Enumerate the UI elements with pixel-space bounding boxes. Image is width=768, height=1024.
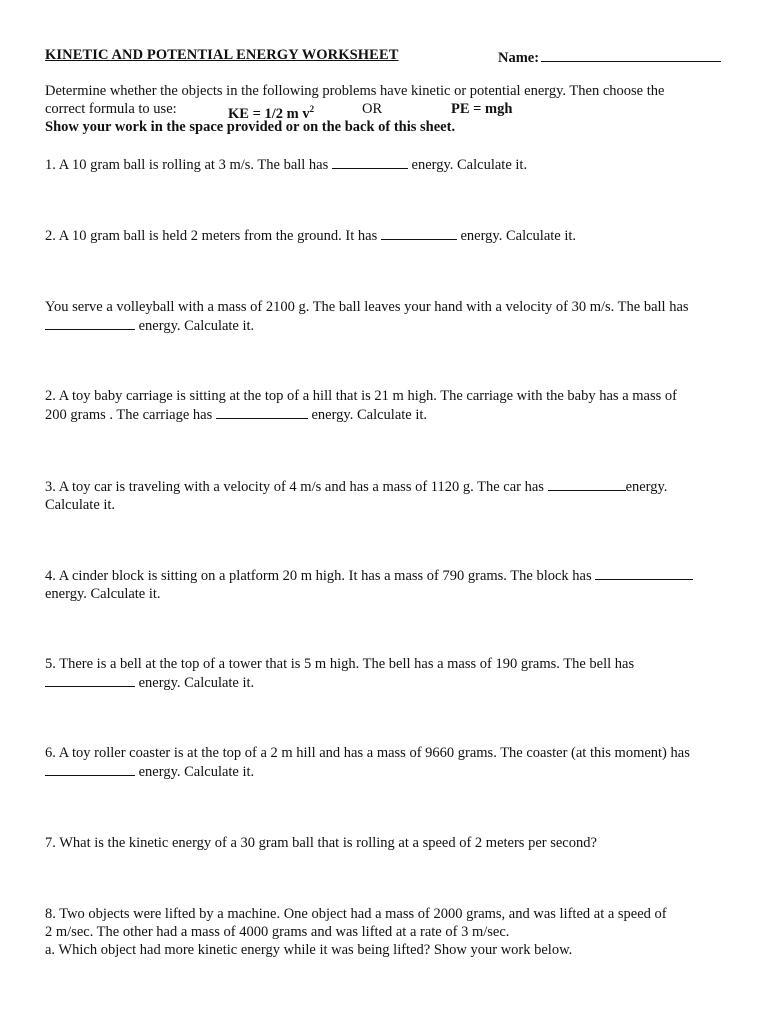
- question-text: You serve a volleyball with a mass of 2100 g. The ball leaves your hand with a velocity of 30 m/s. The ball has: [45, 299, 689, 315]
- question-text: energy. Calculate it.: [135, 675, 255, 691]
- formula-row: [45, 100, 725, 122]
- question-1: [45, 155, 725, 174]
- question-text: 6. A toy roller coaster is at the top of a 2 m hill and has a mass of 9660 grams. The coaster (at this moment) has: [45, 745, 690, 761]
- show-work-instruction: Show your work in the space provided or on the back of this sheet.: [45, 119, 456, 135]
- question-text: energy. Calculate it.: [135, 764, 255, 780]
- ke-exponent: 2: [309, 104, 315, 114]
- instructions: [45, 82, 725, 136]
- answer-blank[interactable]: [45, 762, 135, 776]
- question-text: 5. There is a bell at the top of a tower that is 5 m high. The bell has a mass of 190 grams. The bell has: [45, 656, 635, 672]
- question-6: [45, 744, 725, 781]
- question-text: 200 grams . The carriage has: [45, 407, 216, 423]
- answer-blank[interactable]: [45, 673, 135, 687]
- answer-blank[interactable]: [381, 226, 457, 240]
- question-5: [45, 655, 725, 692]
- question-text: a. Which object had more kinetic energy while it was being lifted? Show your work below.: [45, 942, 573, 958]
- formula-prefix: correct formula to use:: [45, 101, 177, 117]
- name-field: [498, 47, 721, 67]
- answer-blank[interactable]: [595, 566, 693, 580]
- answer-blank[interactable]: [216, 405, 308, 419]
- ke-formula: [228, 100, 314, 123]
- ke-formula-text: KE = 1/2 m v: [228, 105, 310, 122]
- pe-formula: PE = mgh: [451, 101, 513, 117]
- answer-blank[interactable]: [548, 477, 626, 491]
- question-text: energy. Calculate it.: [135, 318, 255, 334]
- question-text: energy. Calculate it.: [456, 228, 577, 244]
- question-text: 4. A cinder block is sitting on a platform 20 m high. It has a mass of 790 grams. The block has: [45, 568, 596, 584]
- question-text: 1. A 10 gram ball is rolling at 3 m/s. The ball has: [45, 157, 332, 173]
- question-8: [45, 905, 725, 959]
- answer-blank[interactable]: [45, 316, 135, 330]
- name-blank-line: [541, 47, 721, 62]
- question-text: energy. Calculate it.: [307, 407, 428, 423]
- question-7: [45, 834, 725, 852]
- question-text: 3. A toy car is traveling with a velocity of 4 m/s and has a mass of 1120 g. The car has: [45, 479, 548, 495]
- worksheet-title: KINETIC AND POTENTIAL ENERGY WORKSHEET: [45, 47, 399, 63]
- question-text: 2. A toy baby carriage is sitting at the top of a hill that is 21 m high. The carriage with the baby has a mass of: [45, 388, 677, 404]
- question-text: 2 m/sec. The other had a mass of 4000 grams and was lifted at a rate of 3 m/sec.: [45, 924, 510, 940]
- question-text: energy. Calculate it.: [45, 586, 161, 602]
- question-2: [45, 226, 725, 245]
- question-text: 2. A 10 gram ball is held 2 meters from the ground. It has: [45, 228, 381, 244]
- name-label: Name:: [498, 50, 540, 66]
- question-4: [45, 566, 725, 603]
- answer-blank[interactable]: [332, 155, 408, 169]
- question-volleyball: [45, 298, 725, 335]
- worksheet-header: [45, 47, 723, 69]
- instructions-line-1: Determine whether the objects in the following problems have kinetic or potential energy. Then choose the: [45, 83, 665, 99]
- or-label: OR: [362, 101, 383, 117]
- question-text: Calculate it.: [45, 497, 116, 513]
- question-3: [45, 477, 725, 514]
- question-text: 7. What is the kinetic energy of a 30 gram ball that is rolling at a speed of 2 meters per second?: [45, 835, 597, 851]
- question-text: energy. Calculate it.: [407, 157, 528, 173]
- question-text: energy.: [625, 479, 668, 495]
- question-baby-carriage: [45, 387, 725, 424]
- question-text: 8. Two objects were lifted by a machine. One object had a mass of 2000 grams, and was lifted at a speed of: [45, 906, 667, 922]
